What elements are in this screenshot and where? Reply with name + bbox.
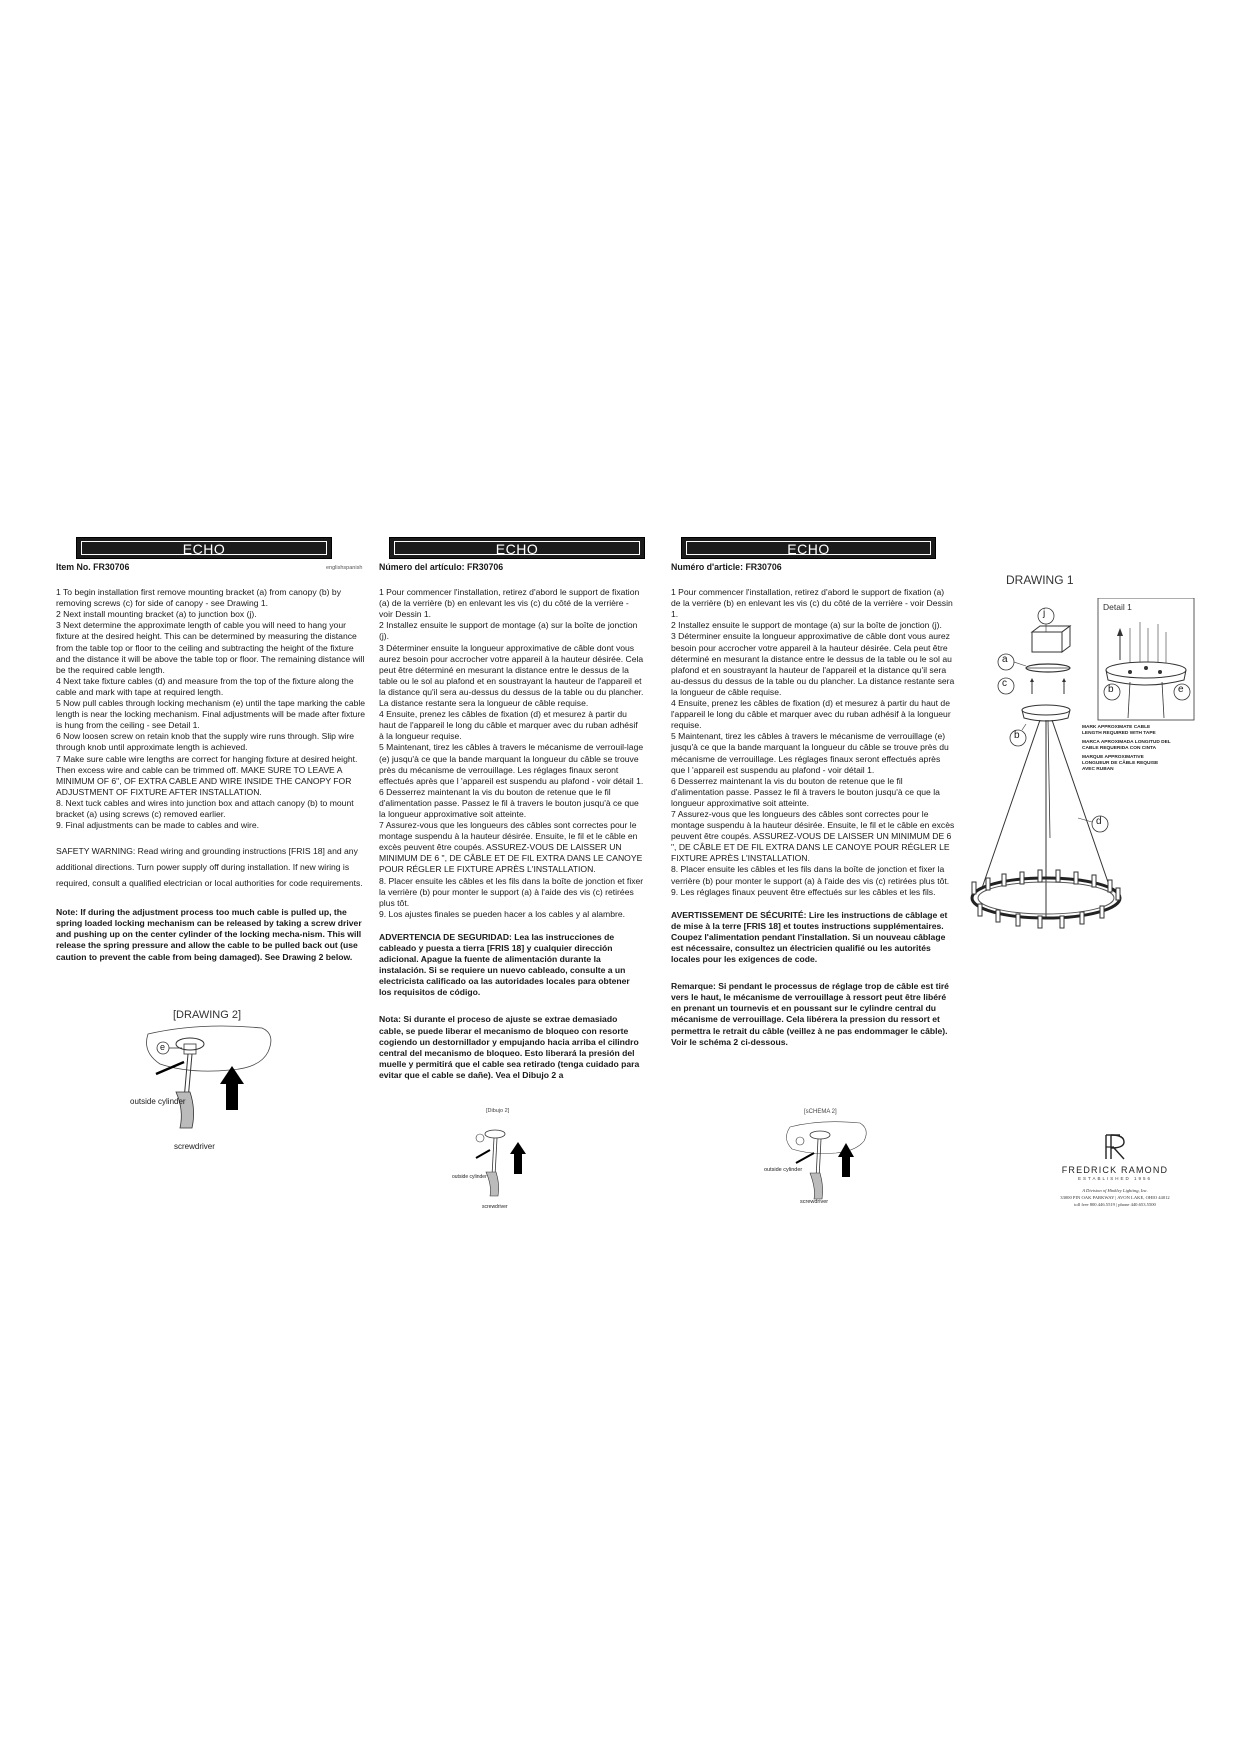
label-e: e	[160, 1042, 166, 1052]
french-column	[671, 537, 956, 1048]
adjustment-note: Remarque: Si pendant le processus de réglage trop de câble est tiré vers le haut, le mécanisme de verrouillage à ressort peut être libéré en prenant un tournevis et en poussant sur le cylindre central du mécanisme de verrouillage. Cela libérera la pression du ressort et permettra le retrait du câble (veillez à ne pas endommager le câble). Voir le schéma 2 ci-dessous.	[671, 981, 949, 1047]
step: 6 Desserrez maintenant la vis du bouton de retenue que le fil d'alimentation passe. Passez le fil à travers le bouton jusqu'à ce que la longueur approximative soit atteinte.	[379, 786, 639, 819]
adjustment-note: Note: If during the adjustment process too much cable is pulled up, the spring loaded locking mechanism can be released by taking a screw driver and pushing up on the center cylinder of the locking mecha-nism. This will release the spring pressure and allow the cable to be pulled back out (use caution to prevent the cable from being damaged). See Drawing 2 below.	[56, 907, 362, 962]
drawing-2-spanish	[450, 1108, 560, 1212]
brand-name: FREDRICK RAMOND	[1061, 1165, 1169, 1175]
label-screwdriver: screwdriver	[482, 1204, 508, 1210]
step: 5 Maintenant, tirez les câbles à travers le mécanisme de verrouillage (e) jusqu'à ce que la bande marquant la longueur du câble se trouve près du mécanisme de verrouillage. Les réglages finaux seront effectués après que l 'appareil est suspendu au plafond - voir détail 1.	[671, 731, 949, 775]
mark-label-fr: MARQUE APPROXIMATIVE LONGUEUR DE CÂBLE REQUISE AVEC RUBAN	[1082, 755, 1159, 772]
echo-banner: ECHO	[681, 537, 936, 559]
echo-banner: ECHO	[389, 537, 645, 559]
step: 4 Next take fixture cables (d) and measure from the top of the fixture along the cable and mark with tape at required length.	[56, 675, 354, 697]
step: 9. Les réglages finaux peuvent être effectués sur les câbles et les fils.	[671, 886, 936, 897]
spanish-column	[379, 537, 644, 1081]
safety-warning: SAFETY WARNING: Read wiring and grounding instructions [FRIS 18] and any additional directions. Turn power supply off during installation. If new wiring is required, consult a qualified electrician or local authorities for code requirements.	[56, 846, 363, 889]
drawing-2-english	[110, 1000, 290, 1160]
english-column	[56, 537, 366, 963]
label-a: a	[1002, 654, 1008, 665]
step: 5 Maintenant, tirez les câbles à travers le mécanisme de verrouil-lage (e) jusqu'à ce que la bande marquant la longueur du câble se trouve près du mécanisme de verrouillage. Les réglages finaux seront effectués après que l 'appareil est suspendu au plafond - voir détail 1.	[379, 742, 644, 786]
item-number: Item No. FR30706 englishspanish	[56, 562, 366, 573]
mark-label-en: MARK APPROXIMATE CABLE LENGTH REQUIRED WITH TAPE	[1082, 725, 1156, 736]
step: 8. Placer ensuite les câbles et les fils dans la boîte de jonction et fixer la verrière (b) pour monter le support (a) à l'aide des vis (c) retirées plus tôt.	[379, 875, 644, 908]
label-screwdriver: screwdriver	[800, 1199, 829, 1205]
step: 8. Placer ensuite les câbles et les fils dans la boîte de jonction et fixer la verrière (b) pour monter le support (a) à l'aide des vis (c) retirées plus tôt.	[671, 864, 950, 886]
brand-established: ESTABLISHED 1956	[1078, 1176, 1152, 1181]
echo-banner: ECHO	[76, 537, 332, 559]
drawing-title: [Dibujo 2]	[486, 1108, 510, 1114]
step: 8. Next tuck cables and wires into junction box and attach canopy (b) to mount bracket (a) using screws (c) removed earlier.	[56, 797, 354, 819]
label-outside-cylinder: outside cylinder	[452, 1174, 487, 1180]
brand-division: A Division of Hinkley Lighting, Inc.	[1082, 1188, 1148, 1193]
step: 3 Déterminer ensuite la longueur approximative de câble dont vous aurez besoin pour accrocher votre appareil à la hauteur désirée. Cela peut être déterminé en mesurant la distance entre le dessus de la table ou le sol au plafond et en soustrayant la hauteur de l'appareil et la distance qu'il sera au-dessus du dessus de la table ou du plancher. La distance restante sera la longueur de câble requise.	[379, 642, 644, 709]
language-tag: englishspanish	[326, 565, 363, 571]
mark-label-es: MARCA APROXIMADA LONGITUD DEL CABLE REQUERIDA CON CINTA	[1082, 740, 1171, 751]
step: 1 To begin installation first remove mounting bracket (a) from canopy (b) by removing screws (c) for side of canopy - see Drawing 1.	[56, 587, 341, 609]
step: 2 Next install mounting bracket (a) to junction box (j).	[56, 609, 257, 620]
drawing-title: [sCHEMA 2]	[804, 1109, 837, 1115]
fr-monogram-icon	[1100, 1133, 1130, 1161]
adjustment-note: Nota: Si durante el proceso de ajuste se extrae demasiado cable, se puede liberar el mecanismo de bloqueo con resorte cogiendo un destornillador y empujando hacia arriba el cilindro central del mecanismo de bloqueo. Esto liberará la presión del muelle y permitirá que el cable sea retirado (tenga cuidado para evitar que el cable se dañe). Vea el Dibujo 2 a	[379, 1014, 640, 1080]
installation-steps	[379, 587, 644, 920]
step: 6 Desserrez maintenant la vis du bouton de retenue que le fil d'alimentation passe. Passez le fil à travers le bouton jusqu'à ce que la longueur approximative soit atteinte.	[671, 775, 940, 808]
step: 3 Next determine the approximate length of cable you will need to hang your fixture at the desired height. This can be determined by measuring the distance from the table top or floor to the ceiling and subtracting the height of the fixture and the distance it will be above the table top or floor. The remaining distance will be the required cable length.	[56, 620, 365, 675]
step: 6 Now loosen screw on retain knob that the supply wire runs through. Slip wire through knob until approximate length is achieved.	[56, 731, 355, 753]
step: 5 Now pull cables through locking mechanism (e) until the tape marking the cable length is near the locking mechanism. Final adjustments will be made after fixture is hung from the ceiling - see Detail 1.	[56, 698, 366, 731]
item-number: Número del artículo: FR30706	[379, 562, 504, 572]
safety-warning: AVERTISSEMENT DE SÉCURITÉ: Lire les instructions de câblage et de mise à la terre [FRIS 18] et toutes instructions supplémentaires. Coupez l'alimentation pendant l'installation. Si un nouveau câblage est nécessaire, consultez un électricien qualifié ou les autorités locales pour les exigences de code.	[671, 909, 948, 965]
step: 1 Pour commencer l'installation, retirez d'abord le support de fixation (a) de la verrière (b) en enlevant les vis (c) du côté de la verrière - voir Dessin 1.	[379, 587, 640, 620]
step: 2 Installez ensuite le support de montage (a) sur la boîte de jonction (j).	[671, 620, 942, 631]
label-b: b	[1014, 730, 1020, 741]
drawing-2-french	[760, 1107, 880, 1217]
step: 4 Ensuite, prenez les câbles de fixation (d) et mesurez à partir du haut de l'appareil le long du câble et marquer avec du ruban adhésif à la longueur requise.	[671, 698, 951, 731]
step: 7 Assurez-vous que les longueurs des câbles sont correctes pour le montage suspendu à la hauteur désirée. Ensuite, le fil et le câble en excès peuvent être coupés. ASSUREZ-VOUS DE LAISSER UN MINIMUM DE 6 ", DE CÂBLE ET DE FIL EXTRA DANS LE CANOYE POUR RÉGLER LE FIXTURE APRÈS L'INSTALLATION.	[379, 820, 643, 875]
label-c: c	[1002, 678, 1007, 689]
safety-warning: ADVERTENCIA DE SEGURIDAD: Lea las instrucciones de cableado y puesta a tierra [FRIS 18] y cualquier dirección adicional. Apague la fuente de alimentación durante la instalación. Si se requiere un nuevo cableado, consulte a un electricista calificado oa las autoridades locales para obtener los requisitos de código.	[379, 931, 630, 998]
installation-steps	[671, 587, 956, 898]
label-j: j	[1043, 608, 1046, 619]
detail-label-e: e	[1178, 684, 1184, 695]
item-number: Numéro d'article: FR30706	[671, 562, 782, 572]
drawing-1	[960, 598, 1200, 968]
brand-address: 33000 PIN OAK PARKWAY | AVON LAKE, OHIO 44012	[1060, 1195, 1170, 1200]
brand-phone: toll free 800.446.5519 | phone 440.653.5500	[1074, 1202, 1156, 1207]
step: 9. Final adjustments can be made to cables and wire.	[56, 820, 260, 831]
step: 7 Make sure cable wire lengths are correct for hanging fixture at desired height. Then excess wire and cable can be trimmed off. MAKE SURE TO LEAVE A MINIMUM OF 6", OF EXTRA CABLE AND WIRE INSIDE THE CANOPY FOR ADJUSTMENT OF FIXTURE AFTER INSTALLATION.	[56, 753, 358, 797]
tape-mark-labels	[1082, 725, 1182, 776]
drawing-2-illustration	[110, 1000, 290, 1160]
label-outside-cylinder: outside cylinder	[130, 1097, 186, 1106]
drawing-1-title: DRAWING 1	[1006, 573, 1074, 587]
step: 7 Assurez-vous que les longueurs des câbles sont correctes pour le montage suspendu à la hauteur désirée. Ensuite, le fil et le câble en excès peuvent être coupés. ASSUREZ-VOUS DE LAISSER UN MINIMUM DE 6 ", DE CÂBLE ET DE FIL EXTRA DANS LE CANOYE POUR RÉGLER LE FIXTURE APRÈS L'INSTALLATION.	[671, 808, 955, 864]
label-screwdriver: screwdriver	[174, 1142, 215, 1151]
installation-steps	[56, 587, 366, 831]
step: 9. Los ajustes finales se pueden hacer a los cables y al alambre.	[379, 908, 626, 919]
step: 4 Ensuite, prenez les câbles de fixation (d) et mesurez à partir du haut de l'appareil le long du câble et marquer avec du ruban adhésif à la longueur requise.	[379, 709, 638, 742]
drawing-2-illustration	[450, 1108, 560, 1212]
label-outside-cylinder: outside cylinder	[764, 1167, 803, 1173]
detail-label-b: b	[1108, 684, 1114, 695]
label-d: d	[1096, 816, 1102, 827]
step: 3 Déterminer ensuite la longueur approximative de câble dont vous aurez besoin pour accrocher votre appareil à la hauteur désirée. Cela peut être déterminé en mesurant la distance entre le dessus de la table ou le sol au plafond et en soustrayant la hauteur de l'appareil et la distance qu'il sera au-dessus du dessus de la table ou du plancher. La distance restante sera la longueur de câble requise.	[671, 631, 955, 697]
chandelier-illustration	[960, 598, 1200, 968]
drawing-title: [DRAWING 2]	[173, 1009, 242, 1021]
fredrick-ramond-logo	[1050, 1133, 1180, 1208]
detail-1-label: Detail 1	[1103, 602, 1132, 612]
step: 2 Installez ensuite le support de montage (a) sur la boîte de jonction (j).	[379, 620, 638, 642]
step: 1 Pour commencer l'installation, retirez d'abord le support de fixation (a) de la verrière (b) en enlevant les vis (c) du côté de la verrière - voir Dessin 1.	[671, 587, 953, 620]
